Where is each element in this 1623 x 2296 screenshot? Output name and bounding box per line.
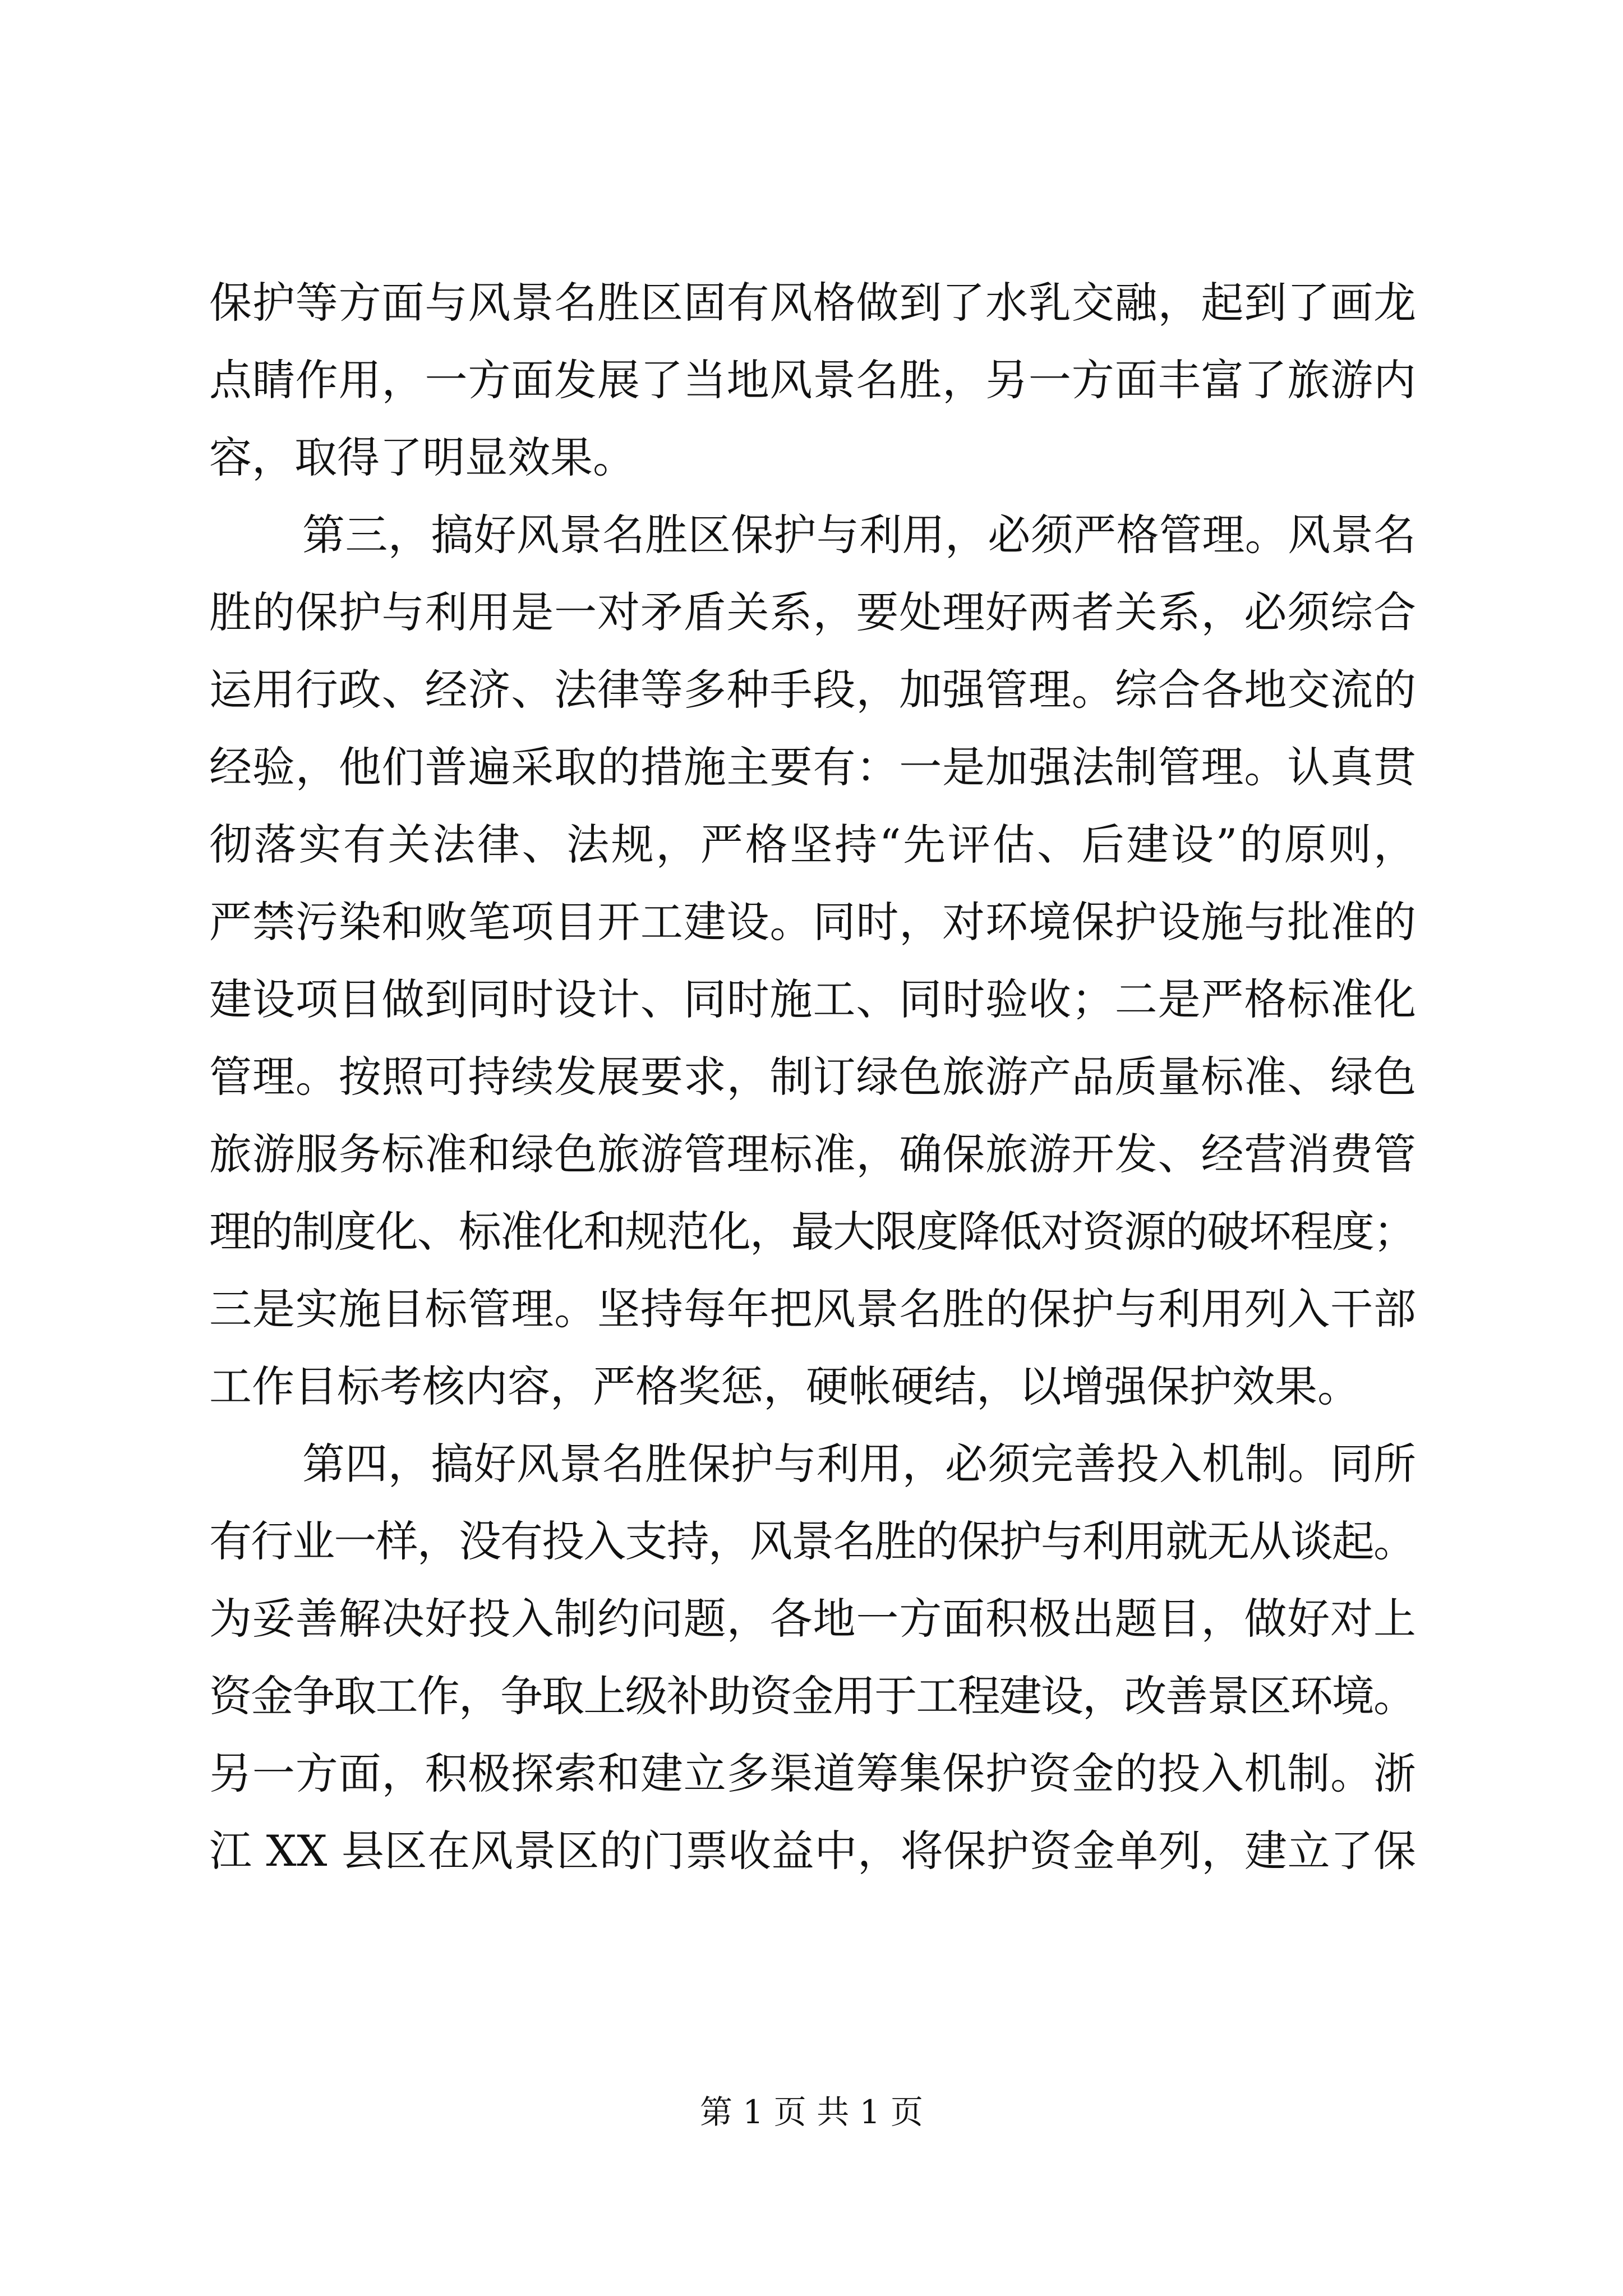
body-line: 管理。按照可持续发展要求，制订绿色旅游产品质量标准、绿色 xyxy=(209,1052,1417,1102)
page-footer: 第 1 页 共 1 页 xyxy=(700,2093,923,2131)
body-line: 经验，他们普遍采取的措施主要有：一是加强法制管理。认真贯 xyxy=(209,742,1417,792)
body-line: 容，取得了明显效果。 xyxy=(209,432,635,482)
body-line: 建设项目做到同时设计、同时施工、同时验收；二是严格标准化 xyxy=(209,974,1417,1024)
body-line: 工作目标考核内容，严格奖惩，硬帐硬结，以增强保护效果。 xyxy=(209,1361,1360,1411)
body-line: 严禁污染和败笔项目开工建设。同时，对环境保护设施与批准的 xyxy=(209,897,1417,947)
body-line: 旅游服务标准和绿色旅游管理标准，确保旅游开发、经营消费管 xyxy=(209,1129,1417,1179)
body-line: 为妥善解决好投入制约问题，各地一方面积极出题目，做好对上 xyxy=(209,1594,1417,1644)
body-line: 彻落实有关法律、法规，严格坚持“先评估、后建设”的原则， xyxy=(209,820,1418,869)
body-line: 保护等方面与风景名胜区固有风格做到了水乳交融，起到了画龙 xyxy=(209,278,1417,328)
body-line: 资金争取工作，争取上级补助资金用于工程建设，改善景区环境。 xyxy=(209,1671,1415,1721)
paragraph-first-line: 第三，搞好风景名胜区保护与利用，必须严格管理。风景名 xyxy=(302,510,1417,560)
body-line: 理的制度化、标准化和规范化，最大限度降低对资源的破坏程度； xyxy=(209,1207,1415,1257)
body-line: 三是实施目标管理。坚持每年把风景名胜的保护与利用列入干部 xyxy=(209,1284,1417,1334)
body-line: 胜的保护与利用是一对矛盾关系，要处理好两者关系，必须综合 xyxy=(209,587,1417,637)
body-line: 另一方面，积极探索和建立多渠道筹集保护资金的投入机制。浙 xyxy=(209,1749,1417,1798)
paragraph-first-line: 第四，搞好风景名胜保护与利用，必须完善投入机制。同所 xyxy=(302,1439,1417,1489)
body-line: 点睛作用，一方面发展了当地风景名胜，另一方面丰富了旅游内 xyxy=(209,355,1417,405)
body-line: 江 XX 县区在风景区的门票收益中，将保护资金单列，建立了保 xyxy=(209,1826,1417,1876)
body-line: 运用行政、经济、法律等多种手段，加强管理。综合各地交流的 xyxy=(209,665,1417,715)
body-line: 有行业一样，没有投入支持，风景名胜的保护与利用就无从谈起。 xyxy=(209,1516,1415,1566)
